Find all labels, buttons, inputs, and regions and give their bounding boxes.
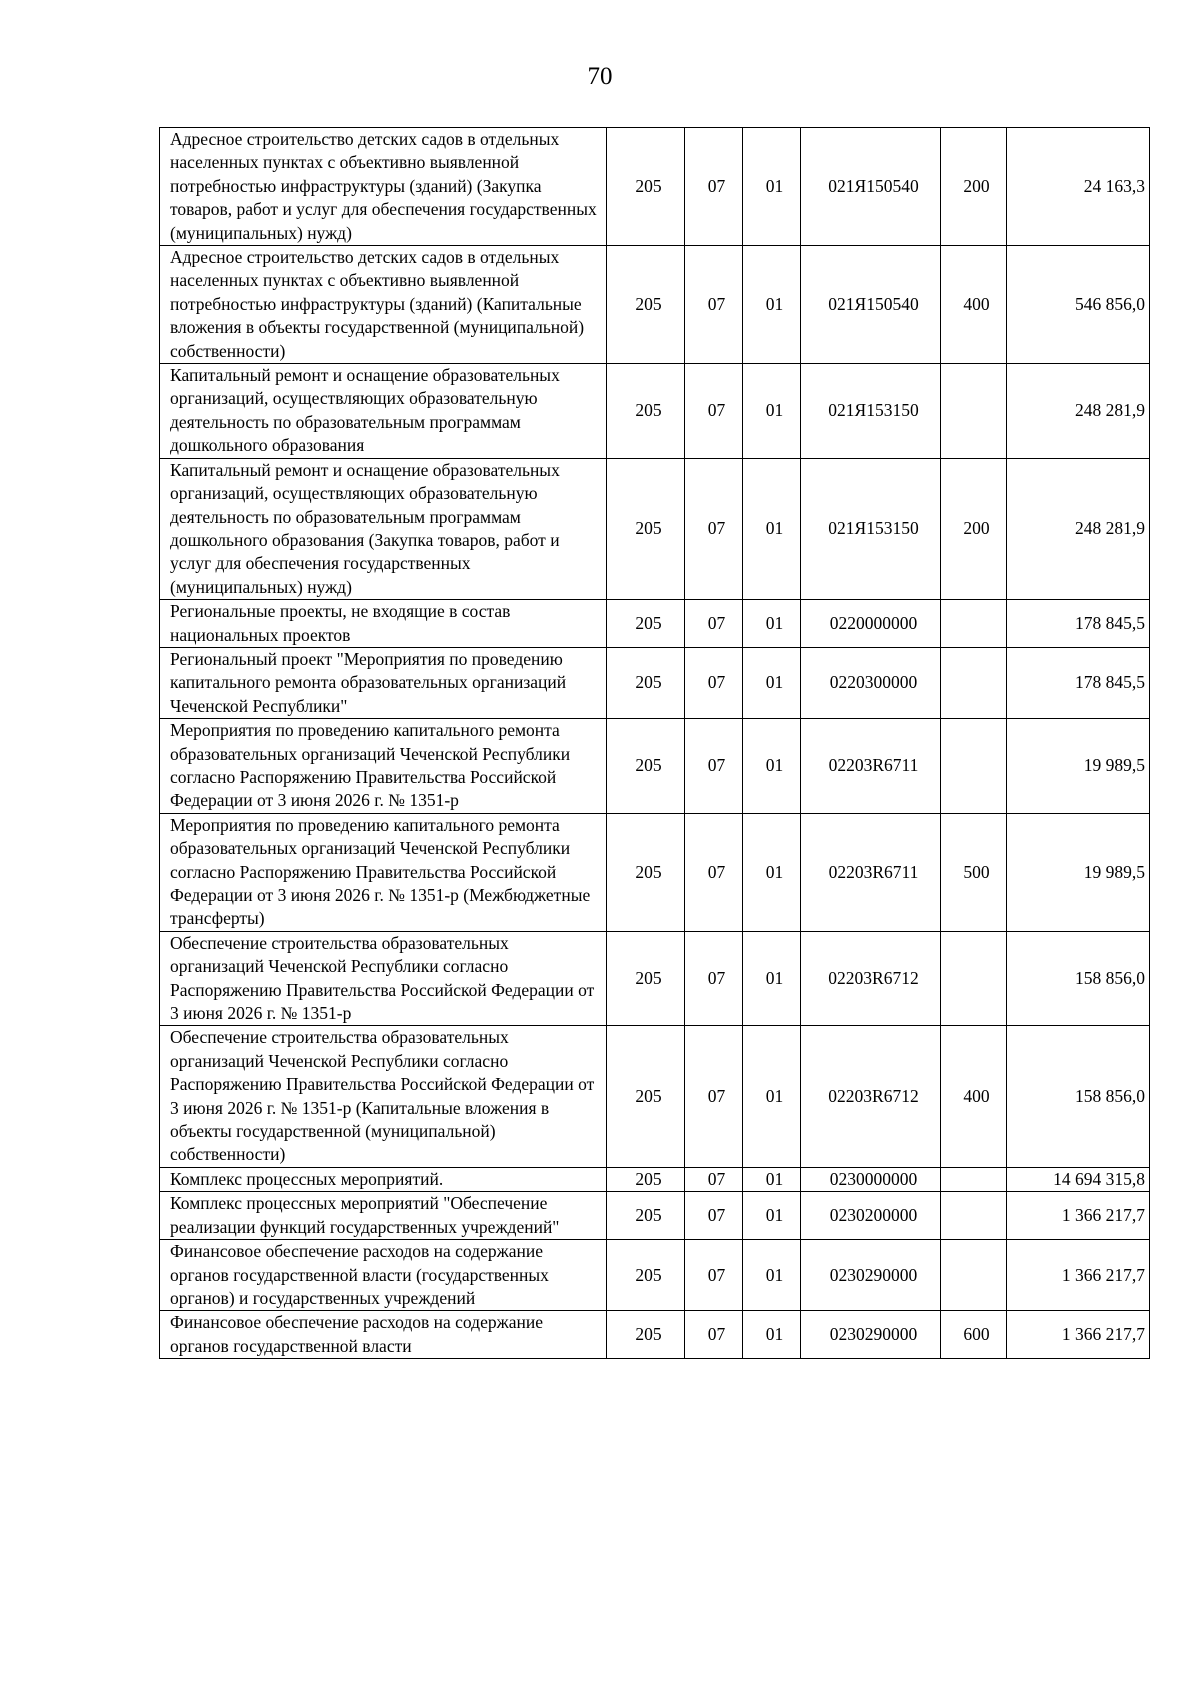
section-code-cell: 07 <box>685 458 743 599</box>
expense-name-cell: Региональный проект "Мероприятия по проведению капитального ремонта образовательных организаций Чеченской Республики" <box>160 647 607 718</box>
table-row <box>160 1192 1150 1240</box>
expense-type-cell <box>941 719 1007 814</box>
amount-cell: 248 281,9 <box>1007 458 1150 599</box>
subsection-code-cell: 01 <box>743 246 801 364</box>
ministry-code-cell: 205 <box>607 647 685 718</box>
expense-type-cell: 200 <box>941 128 1007 246</box>
amount-cell: 158 856,0 <box>1007 1026 1150 1167</box>
subsection-code-cell: 01 <box>743 128 801 246</box>
table-row <box>160 1026 1150 1167</box>
target-article-cell: 021Я150540 <box>801 246 941 364</box>
budget-table <box>159 127 1150 1359</box>
section-code-cell: 07 <box>685 128 743 246</box>
ministry-code-cell: 205 <box>607 1311 685 1359</box>
target-article-cell: 02203R6711 <box>801 813 941 931</box>
expense-type-cell <box>941 364 1007 459</box>
table-row <box>160 1167 1150 1191</box>
ministry-code-cell: 205 <box>607 458 685 599</box>
target-article-cell: 02203R6712 <box>801 1026 941 1167</box>
expense-name-cell: Капитальный ремонт и оснащение образовательных организаций, осуществляющих образовательную деятельность по образовательным программам дошкольного образования <box>160 364 607 459</box>
ministry-code-cell: 205 <box>607 813 685 931</box>
page-number: 70 <box>587 63 613 90</box>
expense-name-cell: Адресное строительство детских садов в отдельных населенных пунктах с объективно выявленной потребностью инфраструктуры (зданий) (Закупка товаров, работ и услуг для обеспечения государственных (муниципальных) нужд) <box>160 128 607 246</box>
subsection-code-cell: 01 <box>743 458 801 599</box>
table-row <box>160 600 1150 648</box>
expense-type-cell <box>941 647 1007 718</box>
section-code-cell: 07 <box>685 1192 743 1240</box>
subsection-code-cell: 01 <box>743 1192 801 1240</box>
target-article-cell: 021Я153150 <box>801 458 941 599</box>
subsection-code-cell: 01 <box>743 364 801 459</box>
ministry-code-cell: 205 <box>607 128 685 246</box>
amount-cell: 178 845,5 <box>1007 600 1150 648</box>
table-row <box>160 931 1150 1026</box>
target-article-cell: 0230000000 <box>801 1167 941 1191</box>
ministry-code-cell: 205 <box>607 1167 685 1191</box>
ministry-code-cell: 205 <box>607 1026 685 1167</box>
expense-type-cell: 400 <box>941 1026 1007 1167</box>
section-code-cell: 07 <box>685 931 743 1026</box>
expense-type-cell: 200 <box>941 458 1007 599</box>
subsection-code-cell: 01 <box>743 1311 801 1359</box>
subsection-code-cell: 01 <box>743 1026 801 1167</box>
amount-cell: 1 366 217,7 <box>1007 1311 1150 1359</box>
table-row <box>160 128 1150 246</box>
ministry-code-cell: 205 <box>607 1240 685 1311</box>
subsection-code-cell: 01 <box>743 719 801 814</box>
subsection-code-cell: 01 <box>743 1167 801 1191</box>
target-article-cell: 02203R6711 <box>801 719 941 814</box>
expense-type-cell <box>941 1192 1007 1240</box>
table-row <box>160 813 1150 931</box>
expense-name-cell: Финансовое обеспечение расходов на содержание органов государственной власти (государственных органов) и государственных учреждений <box>160 1240 607 1311</box>
target-article-cell: 02203R6712 <box>801 931 941 1026</box>
ministry-code-cell: 205 <box>607 719 685 814</box>
amount-cell: 14 694 315,8 <box>1007 1167 1150 1191</box>
section-code-cell: 07 <box>685 719 743 814</box>
section-code-cell: 07 <box>685 647 743 718</box>
ministry-code-cell: 205 <box>607 600 685 648</box>
table-row <box>160 458 1150 599</box>
expense-type-cell <box>941 1240 1007 1311</box>
ministry-code-cell: 205 <box>607 1192 685 1240</box>
expense-type-cell <box>941 600 1007 648</box>
table-row <box>160 246 1150 364</box>
section-code-cell: 07 <box>685 246 743 364</box>
amount-cell: 178 845,5 <box>1007 647 1150 718</box>
ministry-code-cell: 205 <box>607 364 685 459</box>
target-article-cell: 0220300000 <box>801 647 941 718</box>
section-code-cell: 07 <box>685 813 743 931</box>
target-article-cell: 0220000000 <box>801 600 941 648</box>
amount-cell: 1 366 217,7 <box>1007 1192 1150 1240</box>
amount-cell: 248 281,9 <box>1007 364 1150 459</box>
table-body <box>160 128 1150 1359</box>
section-code-cell: 07 <box>685 1240 743 1311</box>
subsection-code-cell: 01 <box>743 600 801 648</box>
expense-name-cell: Обеспечение строительства образовательных организаций Чеченской Республики согласно Распоряжению Правительства Российской Федерации от 3 июня 2026 г. № 1351-р (Капитальные вложения в объекты государственной (муниципальной) собственности) <box>160 1026 607 1167</box>
expense-type-cell <box>941 1167 1007 1191</box>
expense-type-cell: 400 <box>941 246 1007 364</box>
expense-name-cell: Финансовое обеспечение расходов на содержание органов государственной власти <box>160 1311 607 1359</box>
subsection-code-cell: 01 <box>743 647 801 718</box>
expense-name-cell: Адресное строительство детских садов в отдельных населенных пунктах с объективно выявленной потребностью инфраструктуры (зданий) (Капитальные вложения в объекты государственной (муниципальной) собственности) <box>160 246 607 364</box>
expense-type-cell <box>941 931 1007 1026</box>
target-article-cell: 0230200000 <box>801 1192 941 1240</box>
target-article-cell: 021Я150540 <box>801 128 941 246</box>
section-code-cell: 07 <box>685 1167 743 1191</box>
amount-cell: 158 856,0 <box>1007 931 1150 1026</box>
amount-cell: 19 989,5 <box>1007 719 1150 814</box>
section-code-cell: 07 <box>685 1026 743 1167</box>
amount-cell: 546 856,0 <box>1007 246 1150 364</box>
expense-name-cell: Мероприятия по проведению капитального ремонта образовательных организаций Чеченской Республики согласно Распоряжению Правительства Российской Федерации от 3 июня 2026 г. № 1351-р <box>160 719 607 814</box>
target-article-cell: 0230290000 <box>801 1311 941 1359</box>
subsection-code-cell: 01 <box>743 1240 801 1311</box>
expense-name-cell: Обеспечение строительства образовательных организаций Чеченской Республики согласно Распоряжению Правительства Российской Федерации от 3 июня 2026 г. № 1351-р <box>160 931 607 1026</box>
table-row <box>160 1311 1150 1359</box>
amount-cell: 24 163,3 <box>1007 128 1150 246</box>
target-article-cell: 0230290000 <box>801 1240 941 1311</box>
table-row <box>160 364 1150 459</box>
expense-type-cell: 500 <box>941 813 1007 931</box>
subsection-code-cell: 01 <box>743 813 801 931</box>
expense-name-cell: Мероприятия по проведению капитального ремонта образовательных организаций Чеченской Республики согласно Распоряжению Правительства Российской Федерации от 3 июня 2026 г. № 1351-р (Межбюджетные трансферты) <box>160 813 607 931</box>
expense-name-cell: Комплекс процессных мероприятий. <box>160 1167 607 1191</box>
expense-name-cell: Капитальный ремонт и оснащение образовательных организаций, осуществляющих образовательную деятельность по образовательным программам дошкольного образования (Закупка товаров, работ и услуг для обеспечения государственных (муниципальных) нужд) <box>160 458 607 599</box>
target-article-cell: 021Я153150 <box>801 364 941 459</box>
table-row <box>160 719 1150 814</box>
expense-name-cell: Комплекс процессных мероприятий "Обеспечение реализации функций государственных учреждений" <box>160 1192 607 1240</box>
section-code-cell: 07 <box>685 600 743 648</box>
section-code-cell: 07 <box>685 364 743 459</box>
ministry-code-cell: 205 <box>607 931 685 1026</box>
expense-type-cell: 600 <box>941 1311 1007 1359</box>
table-row <box>160 1240 1150 1311</box>
amount-cell: 1 366 217,7 <box>1007 1240 1150 1311</box>
expense-name-cell: Региональные проекты, не входящие в состав национальных проектов <box>160 600 607 648</box>
ministry-code-cell: 205 <box>607 246 685 364</box>
section-code-cell: 07 <box>685 1311 743 1359</box>
table-row <box>160 647 1150 718</box>
amount-cell: 19 989,5 <box>1007 813 1150 931</box>
subsection-code-cell: 01 <box>743 931 801 1026</box>
